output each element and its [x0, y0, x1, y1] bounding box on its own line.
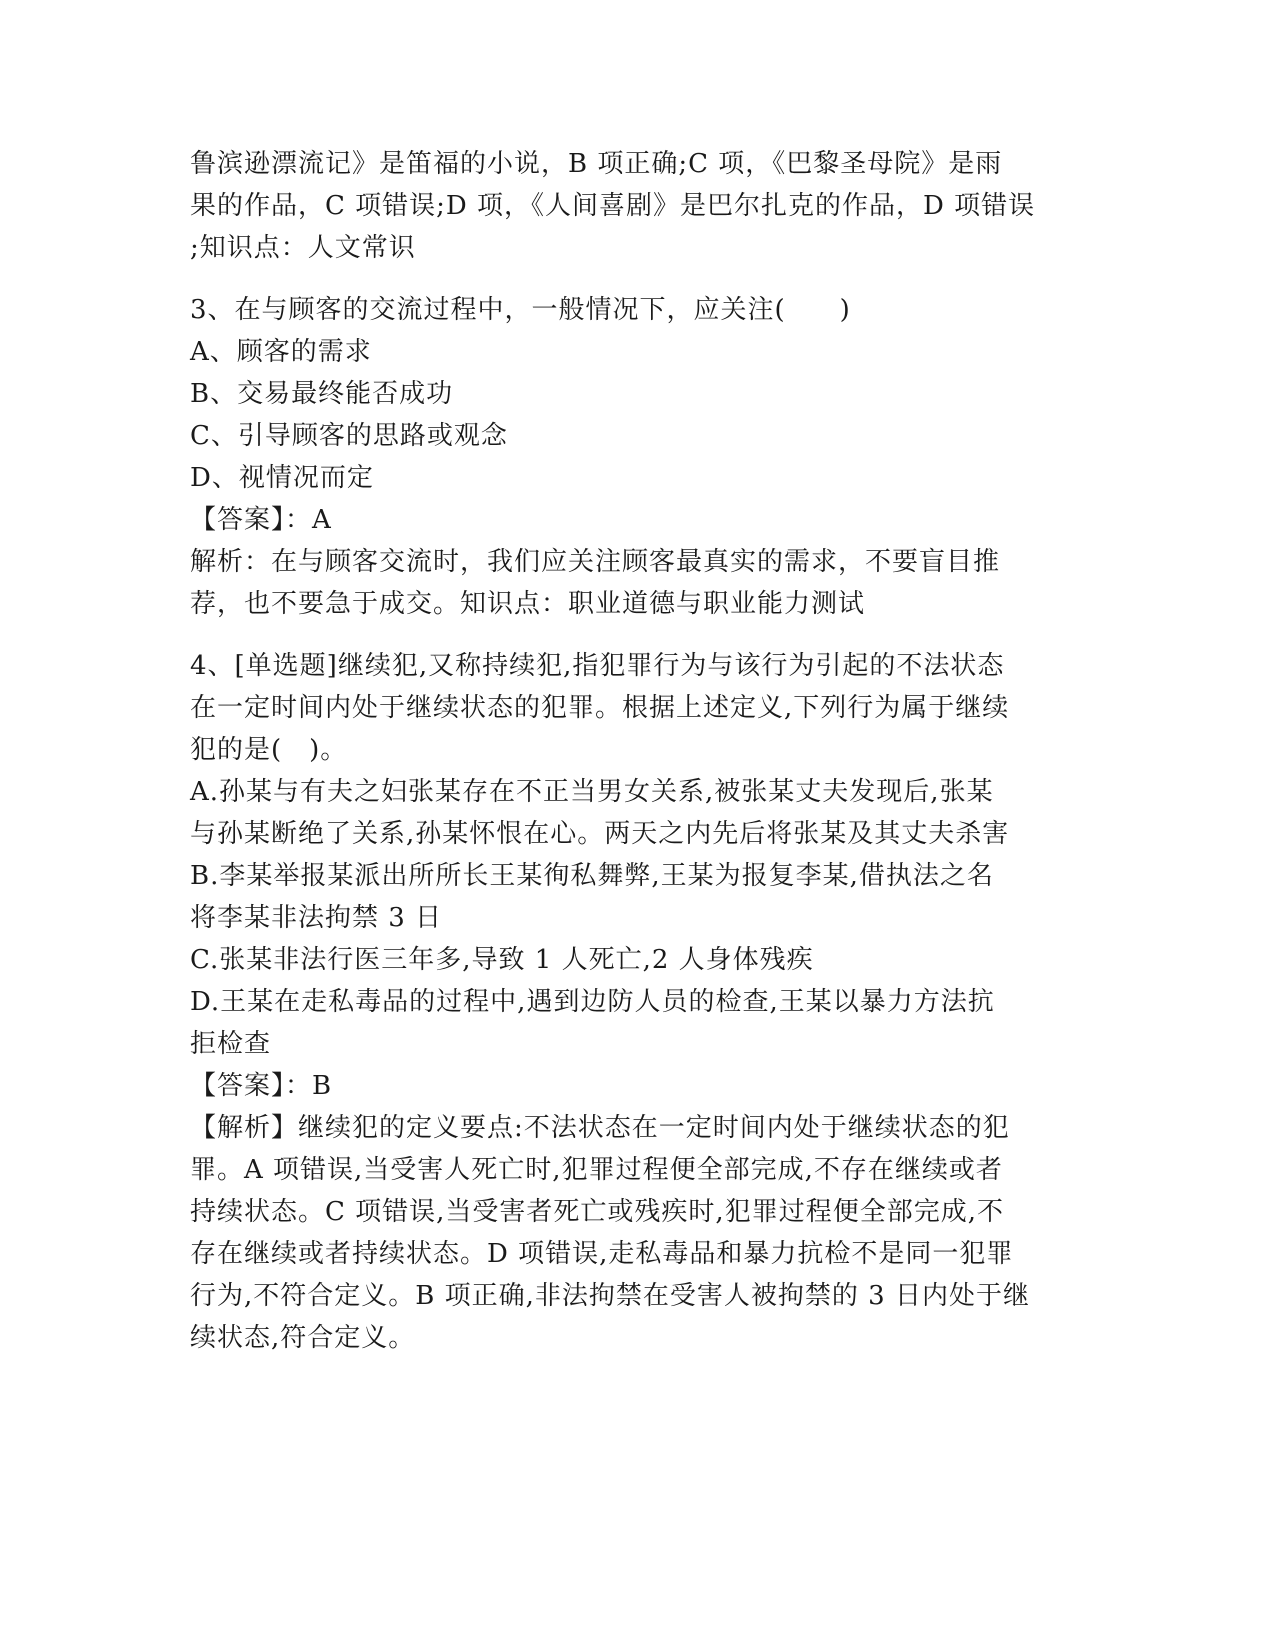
question-4-option-b: 将李某非法拘禁 3 日 [190, 903, 443, 933]
question-4-stem: 在一定时间内处于继续状态的犯罪。根据上述定义,下列行为属于继续 [190, 693, 1010, 723]
question-4-option-d: 拒检查 [190, 1029, 272, 1059]
question-4-option-a: A.孙某与有夫之妇张某存在不正当男女关系,被张某丈夫发现后,张某 [190, 777, 994, 807]
question-3-analysis: 解析：在与顾客交流时，我们应关注顾客最真实的需求，不要盲目推 [190, 547, 1001, 577]
question-4-analysis: 续状态,符合定义。 [190, 1323, 416, 1353]
question-4-analysis: 【解析】继续犯的定义要点:不法状态在一定时间内处于继续状态的犯 [190, 1113, 1010, 1143]
question-4-stem: 4、[单选题]继续犯,又称持续犯,指犯罪行为与该行为引起的不法状态 [190, 651, 1005, 681]
question-4-option-c: C.张某非法行医三年多,导致 1 人死亡,2 人身体残疾 [190, 945, 814, 975]
question-4-answer: 【答案】：B [190, 1071, 333, 1101]
intro-line: 果的作品，C 项错误;D 项，《人间喜剧》是巴尔扎克的作品，D 项错误 [190, 191, 1036, 221]
question-3-answer: 【答案】：A [190, 505, 332, 535]
question-3-option-a: A、顾客的需求 [190, 337, 372, 367]
question-3-analysis: 荐，也不要急于成交。知识点：职业道德与职业能力测试 [190, 589, 866, 619]
question-3-option-d: D、视情况而定 [190, 463, 374, 493]
question-4-stem: 犯的是( )。 [190, 735, 348, 765]
intro-line: 鲁滨逊漂流记》是笛福的小说，B 项正确;C 项，《巴黎圣母院》是雨 [190, 149, 1003, 179]
intro-line: ;知识点：人文常识 [190, 233, 416, 263]
question-4-option-d: D.王某在走私毒品的过程中,遇到边防人员的检查,王某以暴力方法抗 [190, 987, 995, 1017]
question-3-option-b: B、交易最终能否成功 [190, 379, 454, 409]
question-3-stem: 3、在与顾客的交流过程中，一般情况下，应关注( ) [190, 295, 851, 325]
question-4-analysis: 存在继续或者持续状态。D 项错误,走私毒品和暴力抗检不是同一犯罪 [190, 1239, 1014, 1269]
question-4-analysis: 罪。A 项错误,当受害人死亡时,犯罪过程便全部完成,不存在继续或者 [190, 1155, 1003, 1185]
question-3-option-c: C、引导顾客的思路或观念 [190, 421, 508, 451]
question-4-analysis: 行为,不符合定义。B 项正确,非法拘禁在受害人被拘禁的 3 日内处于继 [190, 1281, 1030, 1311]
question-4-option-a: 与孙某断绝了关系,孙某怀恨在心。两天之内先后将张某及其丈夫杀害 [190, 819, 1010, 849]
question-4-option-b: B.李某举报某派出所所长王某徇私舞弊,王某为报复李某,借执法之名 [190, 861, 994, 891]
question-4-analysis: 持续状态。C 项错误,当受害者死亡或残疾时,犯罪过程便全部完成,不 [190, 1197, 1004, 1227]
